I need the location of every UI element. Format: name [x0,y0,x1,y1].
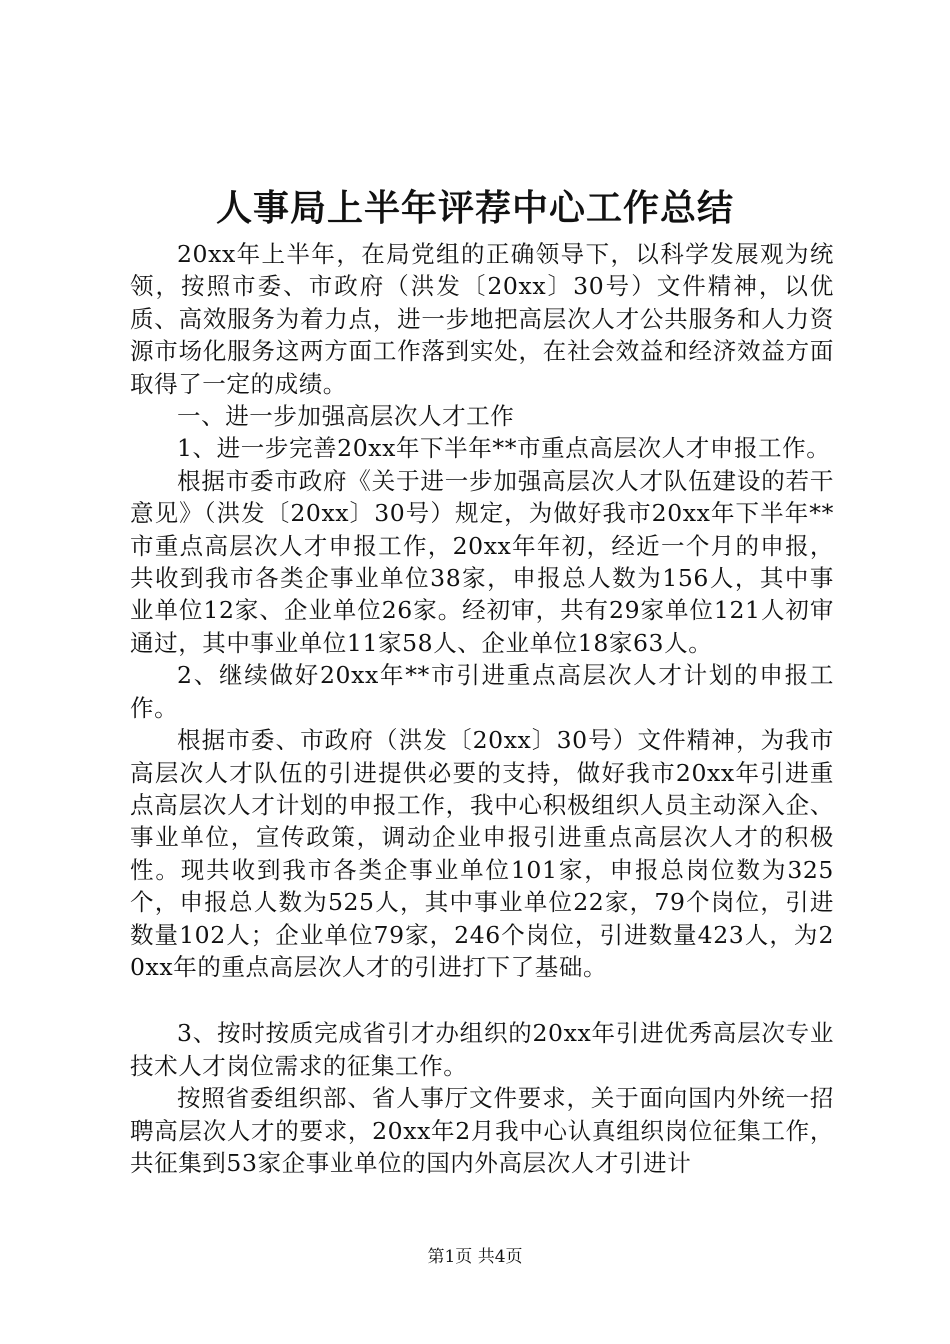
subheading-3: 3、按时按质完成省引才办组织的20xx年引进优秀高层次专业技术人才岗位需求的征集工作。 [130,1019,834,1080]
paragraph-3: 按照省委组织部、省人事厅文件要求，关于面向国内外统一招聘高层次人才的要求，20xx年2月我中心认真组织岗位征集工作，共征集到53家企事业单位的国内外高层次人才引进计 [130,1084,834,1177]
document-body [130,238,834,1179]
paragraph-1: 根据市委市政府《关于进一步加强高层次人才队伍建设的若干意见》（洪发〔20xx〕30号）规定，为做好我市20xx年下半年**市重点高层次人才申报工作，20xx年年初，经近一个月的申报，共收到我市各类企事业单位38家，申报总人数为156人，其中事业单位12家、企业单位26家。经初审，共有29家单位121人初审通过，其中事业单位11家58人、企业单位18家63人。 [130,466,834,657]
subheading-1: 1、进一步完善20xx年下半年**市重点高层次人才申报工作。 [177,434,831,463]
subheading-2: 2、继续做好20xx年**市引进重点高层次人才计划的申报工作。 [130,661,834,722]
paragraph-spacer [130,983,834,1017]
paragraph-2: 根据市委、市政府（洪发〔20xx〕30号）文件精神，为我市高层次人才队伍的引进提供必要的支持，做好我市20xx年引进重点高层次人才计划的申报工作，我中心积极组织人员主动深入企、事业单位，宣传政策，调动企业申报引进重点高层次人才的积极性。现共收到我市各类企事业单位101家，申报总岗位数为325个，申报总人数为525人，其中事业单位22家，79个岗位，引进数量102人；企业单位79家，246个岗位，引进数量423人，为20xx年的重点高层次人才的引进打下了基础。 [130,726,834,981]
paragraph-intro: 20xx年上半年，在局党组的正确领导下，以科学发展观为统领，按照市委、市政府（洪发〔20xx〕30号）文件精神，以优质、高效服务为着力点，进一步地把高层次人才公共服务和人力资源市场化服务这两方面工作落到实处，在社会效益和经济效益方面取得了一定的成绩。 [130,240,834,398]
section-heading-1: 一、进一步加强高层次人才工作 [177,402,515,431]
document-title: 人事局上半年评荐中心工作总结 [215,187,734,229]
page-number-footer: 第1页 共4页 [427,1247,523,1267]
